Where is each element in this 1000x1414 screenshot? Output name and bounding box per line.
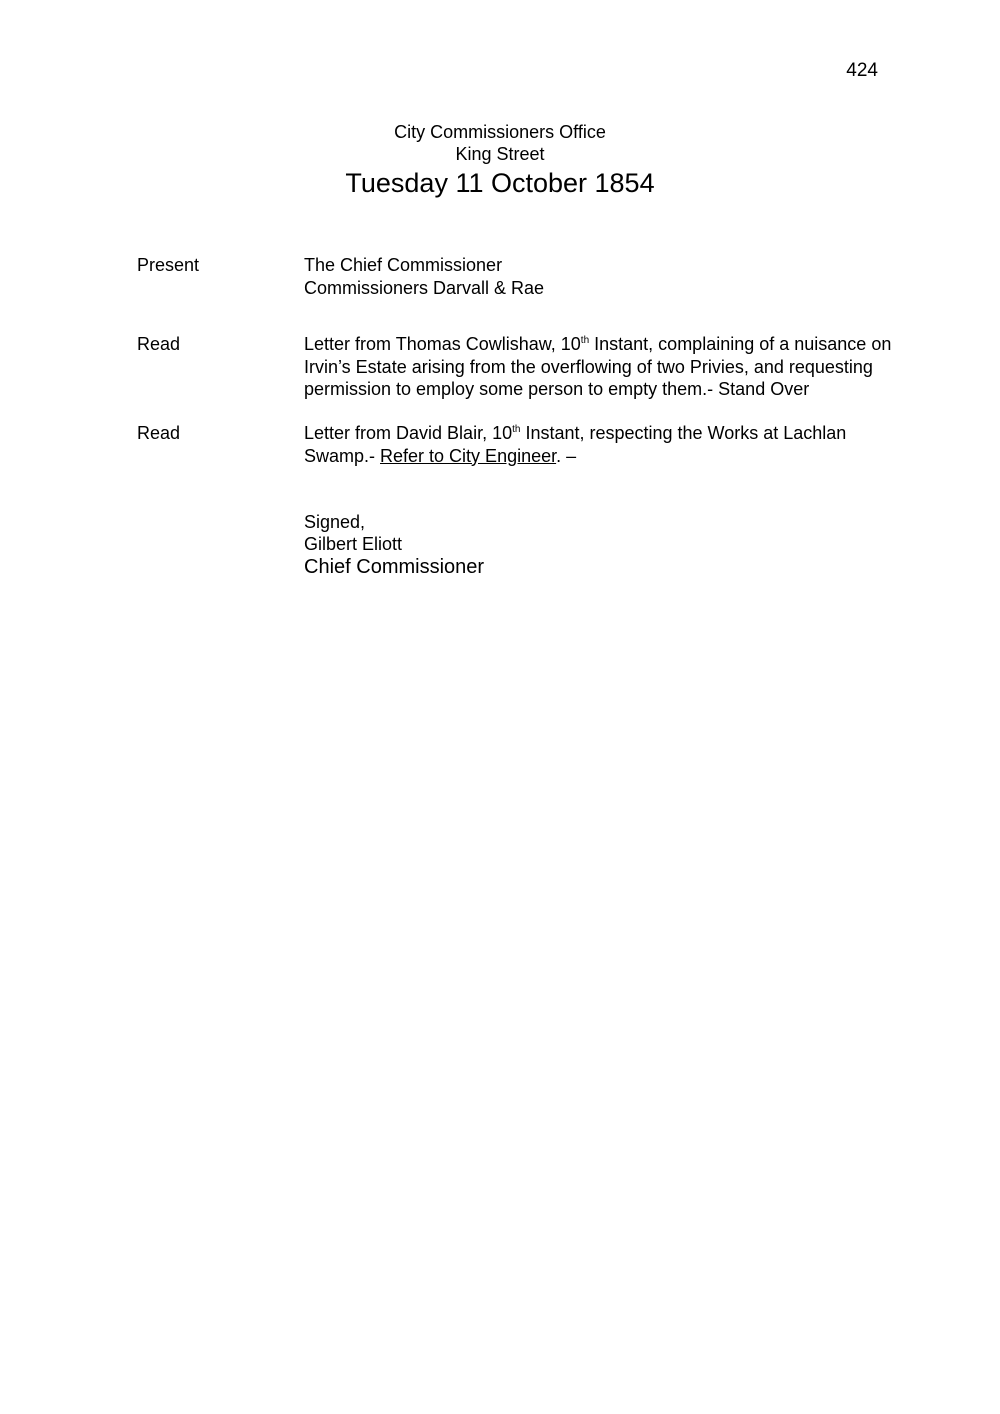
entry-text-part: Instant, complaining of a nuisance on Irvin’s Estate arising from the overflowing of two Privies, and requesting permission to employ some person to empty them.- Stand Over — [304, 334, 892, 399]
entry-text-part: . – — [556, 445, 577, 466]
meeting-date: Tuesday 11 October 1854 — [345, 168, 655, 198]
present-label: Present — [137, 255, 200, 275]
entry-label: Read — [137, 334, 181, 354]
page-number: 424 — [846, 60, 878, 81]
ordinal-suffix: th — [580, 335, 590, 346]
entry-text-part: Letter from Thomas Cowlishaw, 10 — [304, 334, 581, 354]
minutes-header — [0, 121, 1000, 200]
entry-text — [304, 422, 917, 467]
entry-text-part: Instant, respecting the Works at Lachlan Swamp.- — [304, 423, 847, 466]
entry-text — [304, 333, 917, 401]
signed-label: Signed, — [304, 512, 366, 532]
signatory-title: Chief Commissioner — [304, 556, 485, 578]
street-name: King Street — [455, 144, 545, 164]
resolution-underlined: Refer to City Engineer — [380, 445, 557, 466]
entry-label: Read — [137, 423, 181, 443]
present-list — [304, 254, 917, 299]
office-name: City Commissioners Office — [394, 122, 606, 142]
entry-text-part: Letter from David Blair, 10 — [304, 423, 513, 443]
present-line: The Chief Commissioner — [304, 255, 503, 275]
signature-block — [304, 511, 484, 580]
signatory-name: Gilbert Eliott — [304, 534, 403, 554]
present-line: Commissioners Darvall & Rae — [304, 277, 545, 298]
ordinal-suffix: th — [512, 424, 521, 435]
